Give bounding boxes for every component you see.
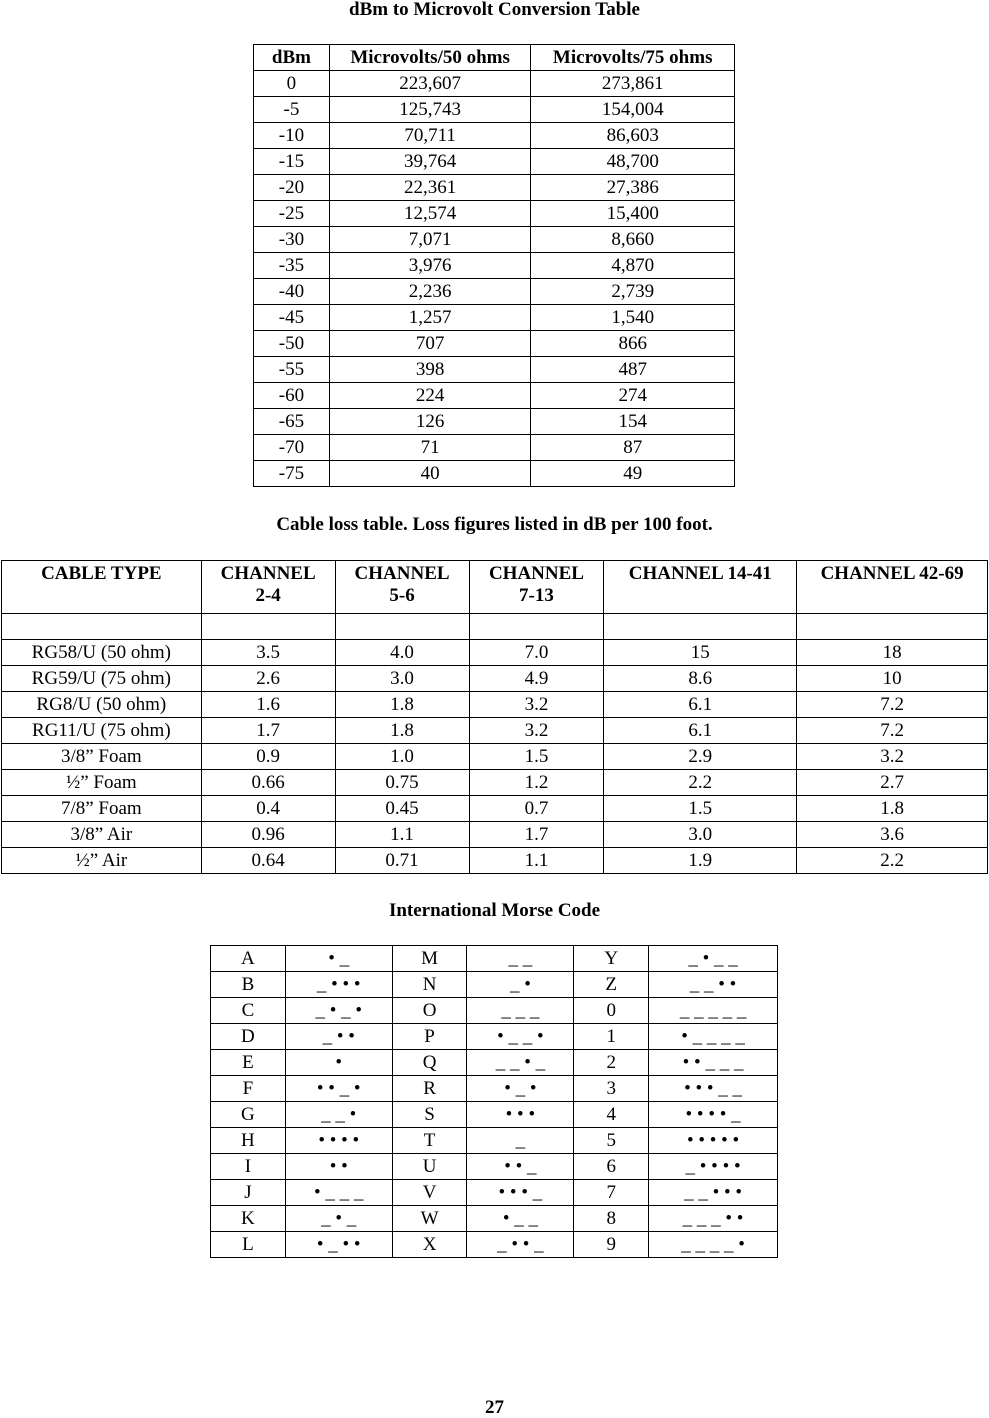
table-row: [254, 409, 735, 435]
table-row: [211, 1076, 778, 1102]
table-cell: 6.1: [604, 692, 797, 718]
morse-code: _ _ _: [467, 998, 574, 1024]
table-row: [254, 201, 735, 227]
morse-character: D: [211, 1024, 286, 1050]
column-header-line: CHANNEL: [220, 563, 316, 584]
table-cell: 3.0: [604, 822, 797, 848]
table-cell: 154: [531, 409, 735, 435]
morse-character: 9: [574, 1232, 649, 1258]
table-cell: ½” Foam: [2, 770, 202, 796]
morse-code: • _ _ •: [467, 1024, 574, 1050]
table-cell: -15: [254, 149, 330, 175]
table-row: [2, 614, 988, 640]
table-cell: 3,976: [329, 253, 531, 279]
table-row: [211, 1232, 778, 1258]
morse-code: • _ _ _: [285, 1180, 392, 1206]
column-header-line: CHANNEL: [354, 563, 450, 584]
morse-code: _ _ • • •: [649, 1180, 778, 1206]
table-cell: 1.7: [469, 822, 604, 848]
table-cell: 0.96: [201, 822, 335, 848]
table-cell: 1.2: [469, 770, 604, 796]
morse-character: L: [211, 1232, 286, 1258]
morse-code: _ _ _ _ •: [649, 1232, 778, 1258]
morse-character: 1: [574, 1024, 649, 1050]
table-cell: 1.9: [604, 848, 797, 874]
table-cell: 3.2: [797, 744, 988, 770]
table-cell: -30: [254, 227, 330, 253]
table-cell: [469, 614, 604, 640]
morse-character: B: [211, 972, 286, 998]
table-cell: 1.8: [335, 718, 469, 744]
morse-code: • • • _ _: [649, 1076, 778, 1102]
column-header-line: 2-4: [255, 585, 281, 606]
table-row: [254, 253, 735, 279]
morse-character: K: [211, 1206, 286, 1232]
table-row: [254, 97, 735, 123]
table-cell: 87: [531, 435, 735, 461]
morse-character: S: [392, 1102, 467, 1128]
table-cell: 1.6: [201, 692, 335, 718]
morse-character: H: [211, 1128, 286, 1154]
table-row: [2, 718, 988, 744]
table-row: [211, 972, 778, 998]
morse-code: _: [467, 1128, 574, 1154]
table-cell: 7.2: [797, 692, 988, 718]
morse-character: O: [392, 998, 467, 1024]
morse-character: Y: [574, 946, 649, 972]
table-cell: -40: [254, 279, 330, 305]
table-cell: 0.64: [201, 848, 335, 874]
table-row: [254, 123, 735, 149]
table-cell: 27,386: [531, 175, 735, 201]
table-cell: -35: [254, 253, 330, 279]
table-cell: 3.5: [201, 640, 335, 666]
column-header-line: 5-6: [389, 585, 415, 606]
morse-code: • • • •: [285, 1128, 392, 1154]
morse-code: • _ •: [467, 1076, 574, 1102]
table-header-row: [254, 45, 735, 71]
table-row: [254, 357, 735, 383]
table-cell: 71: [329, 435, 531, 461]
table-row: [211, 1180, 778, 1206]
table-row: [254, 461, 735, 487]
table-row: [211, 1206, 778, 1232]
morse-character: Z: [574, 972, 649, 998]
table-cell: 7,071: [329, 227, 531, 253]
table-cell: RG59/U (75 ohm): [2, 666, 202, 692]
morse-code: _ • • _: [467, 1232, 574, 1258]
morse-code: • _ • •: [285, 1232, 392, 1258]
column-header: dBm: [254, 45, 330, 71]
morse-code: • _ _: [467, 1206, 574, 1232]
table-cell: 3.2: [469, 692, 604, 718]
table-cell: -45: [254, 305, 330, 331]
morse-code: • • • • _: [649, 1102, 778, 1128]
dbm-conversion-table: [253, 44, 735, 487]
table-cell: 7/8” Foam: [2, 796, 202, 822]
column-header-line: CABLE TYPE: [41, 563, 162, 584]
morse-code: _ • _ _: [649, 946, 778, 972]
table-cell: 3.0: [335, 666, 469, 692]
morse-code: _ _ _ _ _: [649, 998, 778, 1024]
morse-character: 0: [574, 998, 649, 1024]
table-row: [2, 848, 988, 874]
table-cell: 22,361: [329, 175, 531, 201]
table-row: [254, 331, 735, 357]
table-cell: 18: [797, 640, 988, 666]
table-row: [254, 71, 735, 97]
table-cell: 10: [797, 666, 988, 692]
page-number: 27: [485, 1397, 504, 1418]
morse-character: I: [211, 1154, 286, 1180]
table-cell: 0.9: [201, 744, 335, 770]
morse-code: _ _ • •: [649, 972, 778, 998]
column-header: [604, 561, 797, 614]
morse-character: V: [392, 1180, 467, 1206]
cable-table-title: Cable loss table. Loss figures listed in dB per 100 foot.: [276, 514, 713, 535]
table-row: [2, 666, 988, 692]
morse-code: • • _ _ _: [649, 1050, 778, 1076]
table-cell: 3/8” Air: [2, 822, 202, 848]
morse-character: 7: [574, 1180, 649, 1206]
table-row: [211, 1024, 778, 1050]
table-cell: 12,574: [329, 201, 531, 227]
table-cell: 1.1: [469, 848, 604, 874]
table-cell: 48,700: [531, 149, 735, 175]
column-header: [2, 561, 202, 614]
table-cell: 1,540: [531, 305, 735, 331]
morse-code-table: [210, 945, 778, 1258]
table-cell: 3/8” Foam: [2, 744, 202, 770]
table-cell: -60: [254, 383, 330, 409]
column-header: [201, 561, 335, 614]
morse-code: _ • _: [285, 1206, 392, 1232]
morse-code: • • • • •: [649, 1128, 778, 1154]
table-cell: [604, 614, 797, 640]
morse-code: _ • • • •: [649, 1154, 778, 1180]
table-cell: [335, 614, 469, 640]
morse-code: _ _ •: [285, 1102, 392, 1128]
column-header-line: CHANNEL 42-69: [820, 563, 964, 584]
table-cell: 40: [329, 461, 531, 487]
table-cell: 2.9: [604, 744, 797, 770]
column-header: [797, 561, 988, 614]
table-cell: 1,257: [329, 305, 531, 331]
table-header-row: [2, 561, 988, 614]
table-cell: 1.5: [469, 744, 604, 770]
table-cell: 4,870: [531, 253, 735, 279]
morse-code: •: [285, 1050, 392, 1076]
table-cell: [2, 614, 202, 640]
table-cell: RG8/U (50 ohm): [2, 692, 202, 718]
table-cell: 1.8: [797, 796, 988, 822]
column-header: Microvolts/75 ohms: [531, 45, 735, 71]
table-cell: -25: [254, 201, 330, 227]
table-cell: 7.0: [469, 640, 604, 666]
morse-table-title: International Morse Code: [388, 900, 601, 921]
morse-code: _ _: [467, 946, 574, 972]
table-row: [254, 227, 735, 253]
table-row: [2, 822, 988, 848]
table-cell: 86,603: [531, 123, 735, 149]
column-header: Microvolts/50 ohms: [329, 45, 531, 71]
table-cell: 1.7: [201, 718, 335, 744]
morse-character: Q: [392, 1050, 467, 1076]
table-cell: 0.71: [335, 848, 469, 874]
table-cell: -10: [254, 123, 330, 149]
table-cell: 4.9: [469, 666, 604, 692]
column-header: [335, 561, 469, 614]
table-row: [254, 383, 735, 409]
table-row: [211, 1102, 778, 1128]
morse-code: • • • _: [467, 1180, 574, 1206]
table-cell: 70,711: [329, 123, 531, 149]
table-cell: 0.7: [469, 796, 604, 822]
table-cell: 0.4: [201, 796, 335, 822]
table-cell: -5: [254, 97, 330, 123]
table-row: [211, 998, 778, 1024]
table-row: [254, 279, 735, 305]
morse-code: • _: [285, 946, 392, 972]
morse-code: _ • • •: [285, 972, 392, 998]
table-cell: 0.66: [201, 770, 335, 796]
table-row: [211, 946, 778, 972]
morse-code: _ _ • _: [467, 1050, 574, 1076]
table-cell: 15,400: [531, 201, 735, 227]
morse-character: U: [392, 1154, 467, 1180]
table-cell: 1.1: [335, 822, 469, 848]
table-cell: 15: [604, 640, 797, 666]
morse-character: M: [392, 946, 467, 972]
column-header-line: CHANNEL 14-41: [628, 563, 772, 584]
table-row: [211, 1050, 778, 1076]
table-cell: 224: [329, 383, 531, 409]
table-row: [2, 640, 988, 666]
column-header-line: CHANNEL: [488, 563, 584, 584]
table-cell: 0.75: [335, 770, 469, 796]
morse-character: 2: [574, 1050, 649, 1076]
table-cell: 39,764: [329, 149, 531, 175]
table-row: [254, 175, 735, 201]
morse-character: G: [211, 1102, 286, 1128]
table-cell: 0.45: [335, 796, 469, 822]
table-row: [2, 796, 988, 822]
table-cell: 2.6: [201, 666, 335, 692]
morse-character: 3: [574, 1076, 649, 1102]
table-row: [2, 770, 988, 796]
table-cell: 1.8: [335, 692, 469, 718]
table-row: [211, 1154, 778, 1180]
morse-character: A: [211, 946, 286, 972]
table-cell: [797, 614, 988, 640]
morse-code: _ • •: [285, 1024, 392, 1050]
morse-character: T: [392, 1128, 467, 1154]
table-cell: 154,004: [531, 97, 735, 123]
table-cell: 6.1: [604, 718, 797, 744]
table-cell: ½” Air: [2, 848, 202, 874]
morse-character: C: [211, 998, 286, 1024]
table-cell: 49: [531, 461, 735, 487]
morse-character: J: [211, 1180, 286, 1206]
morse-character: R: [392, 1076, 467, 1102]
table-cell: 4.0: [335, 640, 469, 666]
morse-code: • • _: [467, 1154, 574, 1180]
table-cell: 3.6: [797, 822, 988, 848]
table-cell: -20: [254, 175, 330, 201]
table-cell: 8.6: [604, 666, 797, 692]
table-cell: 2.2: [797, 848, 988, 874]
table-cell: -50: [254, 331, 330, 357]
table-cell: RG58/U (50 ohm): [2, 640, 202, 666]
table-cell: 223,607: [329, 71, 531, 97]
dbm-table-title: dBm to Microvolt Conversion Table: [349, 0, 640, 20]
morse-character: N: [392, 972, 467, 998]
table-cell: -55: [254, 357, 330, 383]
column-header-line: 7-13: [519, 585, 554, 606]
table-row: [254, 149, 735, 175]
table-cell: -75: [254, 461, 330, 487]
morse-character: F: [211, 1076, 286, 1102]
morse-character: 5: [574, 1128, 649, 1154]
table-cell: 0: [254, 71, 330, 97]
table-cell: 1.0: [335, 744, 469, 770]
morse-code: • • •: [467, 1102, 574, 1128]
table-cell: 274: [531, 383, 735, 409]
table-cell: 126: [329, 409, 531, 435]
column-header: [469, 561, 604, 614]
table-row: [254, 305, 735, 331]
morse-code: • • _ •: [285, 1076, 392, 1102]
table-cell: 2,236: [329, 279, 531, 305]
table-cell: 866: [531, 331, 735, 357]
table-cell: 7.2: [797, 718, 988, 744]
morse-code: _ •: [467, 972, 574, 998]
cable-loss-table: [1, 560, 988, 874]
table-cell: 2.2: [604, 770, 797, 796]
table-cell: -65: [254, 409, 330, 435]
table-row: [2, 692, 988, 718]
morse-character: P: [392, 1024, 467, 1050]
morse-code: _ • _ •: [285, 998, 392, 1024]
morse-code: • _ _ _ _: [649, 1024, 778, 1050]
morse-code: _ _ _ • •: [649, 1206, 778, 1232]
table-cell: 487: [531, 357, 735, 383]
table-cell: 3.2: [469, 718, 604, 744]
table-cell: 707: [329, 331, 531, 357]
table-cell: 8,660: [531, 227, 735, 253]
table-cell: 1.5: [604, 796, 797, 822]
morse-character: 6: [574, 1154, 649, 1180]
table-cell: -70: [254, 435, 330, 461]
table-row: [254, 435, 735, 461]
table-cell: 273,861: [531, 71, 735, 97]
morse-code: • •: [285, 1154, 392, 1180]
table-cell: [201, 614, 335, 640]
table-cell: 2,739: [531, 279, 735, 305]
morse-character: X: [392, 1232, 467, 1258]
morse-character: 8: [574, 1206, 649, 1232]
table-row: [2, 744, 988, 770]
table-row: [211, 1128, 778, 1154]
table-cell: 398: [329, 357, 531, 383]
table-cell: RG11/U (75 ohm): [2, 718, 202, 744]
morse-character: W: [392, 1206, 467, 1232]
morse-character: 4: [574, 1102, 649, 1128]
morse-character: E: [211, 1050, 286, 1076]
table-cell: 125,743: [329, 97, 531, 123]
table-cell: 2.7: [797, 770, 988, 796]
